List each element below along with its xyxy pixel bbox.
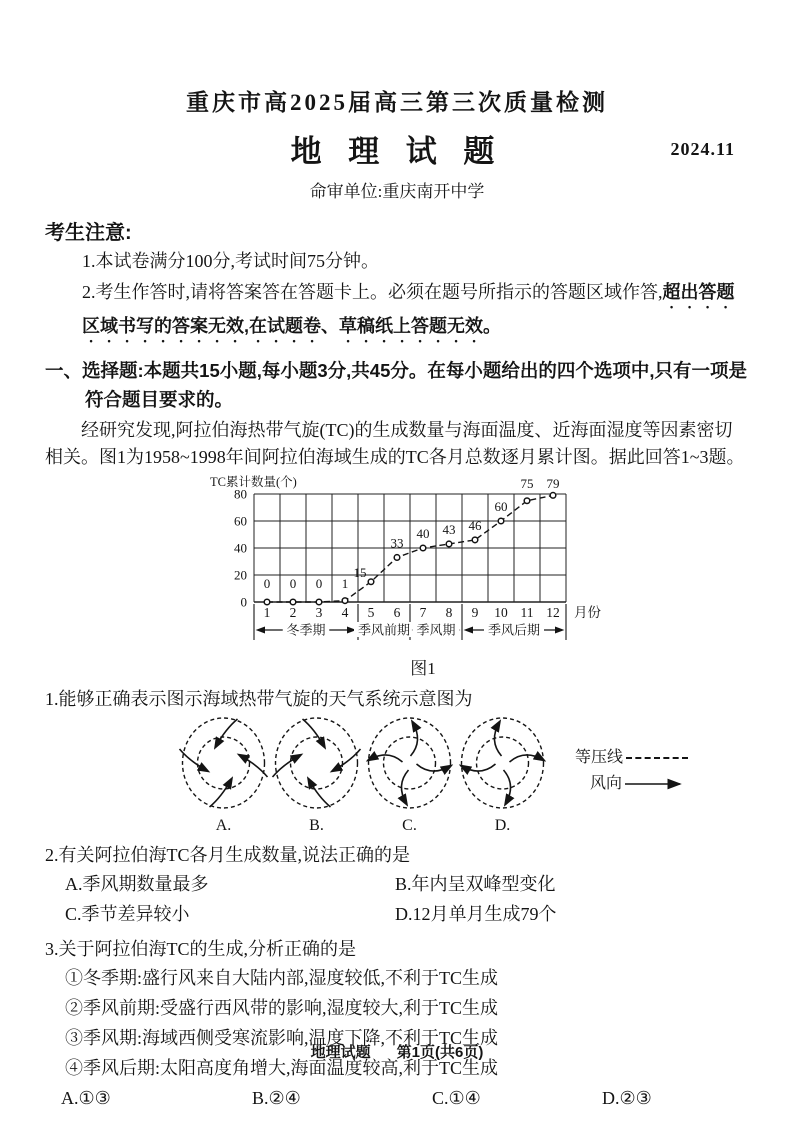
organizer-line: 命审单位:重庆南开中学 [309, 182, 485, 201]
isobar-outer [369, 718, 451, 808]
notice-block [45, 216, 749, 346]
svg-text:1: 1 [341, 576, 349, 591]
tc-cumulative-chart [208, 474, 638, 653]
svg-text:0: 0 [263, 576, 271, 591]
isobar-inner [384, 737, 436, 789]
q3-statement-2: ②季风前期:受盛行西风带的影响,湿度较大,利于TC生成 [65, 998, 498, 1018]
q2-option-a: A.季风期数量最多 [65, 874, 209, 894]
isobar-line-sample [626, 757, 688, 759]
svg-text:5: 5 [367, 605, 375, 620]
svg-text:2: 2 [289, 605, 297, 620]
tc-chart-svg [208, 474, 638, 648]
isobar-inner [198, 737, 250, 789]
svg-text:46: 46 [468, 517, 482, 533]
notice-item-1: 1.本试卷满分100分,考试时间75分钟。 [82, 251, 379, 271]
svg-text:0: 0 [289, 576, 297, 591]
svg-text:0: 0 [240, 594, 247, 610]
svg-text:40: 40 [416, 526, 430, 541]
notice-heading: 考生注意: [45, 222, 132, 244]
isobar-inner [477, 737, 529, 789]
q3-statement-4: ④季风后期:太阳高度角增大,海面温度较高,利于TC生成 [65, 1058, 498, 1078]
svg-text:0: 0 [315, 576, 323, 591]
question-1-text: 1.能够正确表示图示海域热带气旋的天气系统示意图为 [45, 689, 473, 709]
question-3-text: 3.关于阿拉伯海TC的生成,分析正确的是 [45, 939, 356, 959]
svg-text:12: 12 [546, 605, 560, 620]
svg-text:80: 80 [234, 486, 247, 502]
wind-arrows [180, 719, 268, 807]
exam-round-title: 重庆市高2025届高三第三次质量检测 [186, 90, 608, 115]
cyclone-inflow-cw-diagram [270, 715, 363, 812]
question-3-statements [45, 963, 749, 1083]
svg-text:季风后期: 季风后期 [487, 622, 541, 638]
section-heading: 一、选择题:本题共15小题,每小题3分,共45分。在每小题给出的四个选项中,只有一项是符合题目要求的。 [45, 360, 748, 410]
footer-page-number: 第1页(共6页) [396, 1044, 484, 1061]
svg-text:15: 15 [353, 564, 367, 580]
svg-text:TC累计数量(个): TC累计数量(个) [210, 475, 297, 489]
diagram-legend [575, 745, 688, 797]
q3-option-b: B.②④ [252, 1088, 301, 1108]
svg-text:3: 3 [315, 605, 323, 620]
diagram-a-label: A. [215, 817, 232, 834]
notice-item-2-emphasis: 超出答题区域书写的答案无效,在试题卷、草稿纸上答题无效。 [82, 282, 735, 336]
notice-item-2 [45, 278, 749, 346]
wind-arrows [273, 719, 361, 807]
svg-text:33: 33 [390, 535, 404, 551]
question-1-diagrams [177, 715, 749, 835]
svg-text:7: 7 [419, 605, 427, 620]
legend-wind-row [575, 771, 688, 797]
wind-arrows [462, 722, 544, 804]
wind-arrow-sample [622, 778, 688, 790]
svg-text:60: 60 [234, 513, 247, 529]
svg-text:43: 43 [442, 521, 456, 537]
svg-text:60: 60 [494, 499, 508, 514]
anticyclone-outflow-cw-diagram [456, 715, 549, 812]
anticyclone-outflow-ccw-diagram [363, 715, 456, 812]
weather-system-diagram-b [270, 715, 363, 835]
q3-statement-1: ①冬季期:盛行风来自大陆内部,湿度较低,不利于TC生成 [65, 968, 498, 988]
svg-text:11: 11 [520, 605, 534, 620]
isobar-outer [462, 718, 544, 808]
page-footer [0, 1041, 794, 1062]
isobar-inner [291, 737, 343, 789]
q3-statement-3: ③季风期:海域西侧受寒流影响,温度下降,不利于TC生成 [65, 1028, 498, 1048]
intro-paragraph: 经研究发现,阿拉伯海热带气旋(TC)的生成数量与海面温度、近海面湿度等因素密切相关。图1为1958~1998年间阿拉伯海域生成的TC各月总数逐月累计图。据此回答1~3题。 [45, 420, 745, 467]
q2-option-b: B.年内呈双峰型变化 [395, 874, 556, 894]
legend-isobar-row [575, 745, 688, 771]
weather-system-diagram-a [177, 715, 270, 835]
q2-option-c: C.季节差异较小 [65, 904, 190, 924]
svg-text:10: 10 [494, 605, 508, 620]
svg-text:冬季期: 冬季期 [286, 622, 326, 638]
page-title: 地 理 试 题 [290, 134, 504, 169]
svg-text:1: 1 [263, 605, 271, 620]
figure-caption: 图1 [410, 659, 436, 678]
diagram-b-label: B. [309, 817, 324, 834]
legend-wind-label: 风向 [590, 775, 623, 792]
svg-text:季风期: 季风期 [416, 622, 456, 638]
q2-option-d: D.12月单月生成79个 [395, 904, 557, 924]
legend-isobar-label: 等压线 [575, 749, 624, 766]
q3-option-c: C.①④ [432, 1088, 481, 1108]
svg-text:9: 9 [471, 605, 479, 620]
q3-option-d: D.②③ [602, 1088, 652, 1108]
notice-item-2-normal: 2.考生作答时,请将答案答在答题卡上。必须在题号所指示的答题区域作答, [82, 282, 663, 302]
footer-subject: 地理试题 [310, 1044, 371, 1061]
svg-text:79: 79 [546, 476, 560, 491]
diagram-d-label: D. [494, 817, 511, 834]
title-row [45, 126, 749, 170]
weather-system-diagram-d [456, 715, 549, 835]
question-2-text: 2.有关阿拉伯海TC各月生成数量,说法正确的是 [45, 845, 410, 865]
svg-text:8: 8 [445, 605, 453, 620]
weather-system-diagram-c [363, 715, 456, 835]
svg-text:75: 75 [520, 476, 534, 491]
question-2-options [45, 869, 749, 929]
question-3-options [45, 1088, 749, 1109]
svg-text:季风前期: 季风前期 [357, 622, 411, 638]
svg-text:40: 40 [234, 540, 247, 556]
q3-option-a: A.①③ [61, 1088, 111, 1108]
wind-arrows [369, 722, 451, 804]
svg-text:4: 4 [341, 605, 349, 620]
diagram-c-label: C. [402, 817, 417, 834]
svg-text:6: 6 [393, 605, 401, 620]
cyclone-inflow-ccw-diagram [177, 715, 270, 812]
svg-text:月份: 月份 [574, 605, 601, 620]
svg-text:20: 20 [234, 567, 247, 583]
exam-date: 2024.11 [670, 139, 735, 159]
